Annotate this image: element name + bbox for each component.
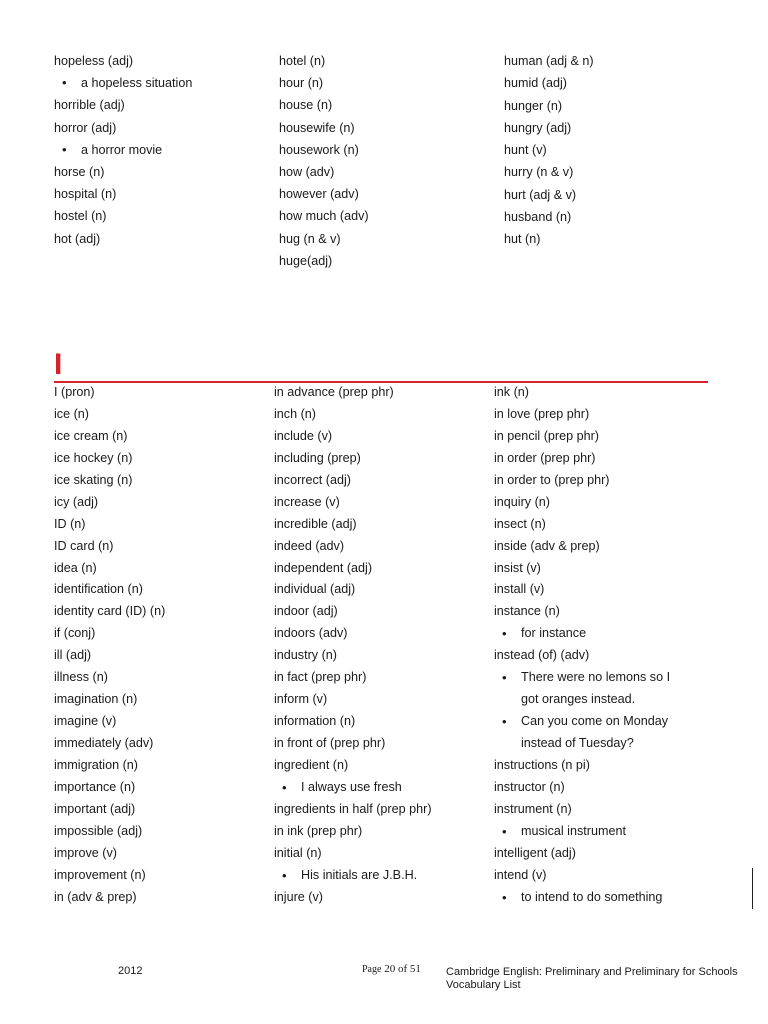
vocab-entry: ice skating (n) bbox=[54, 472, 133, 487]
vocab-entry: impossible (adj) bbox=[54, 823, 143, 838]
vocab-entry: housewife (n) bbox=[279, 120, 355, 135]
vocab-entry: idea (n) bbox=[54, 560, 97, 575]
vocab-entry: hunt (v) bbox=[504, 143, 547, 158]
vocab-entry: indoor (adj) bbox=[274, 604, 338, 619]
vocab-entry: improvement (n) bbox=[54, 867, 146, 882]
vocab-entry: indeed (adv) bbox=[274, 538, 345, 553]
vocab-entry: hungry (adj) bbox=[504, 120, 572, 135]
vocab-entry: immigration (n) bbox=[54, 757, 138, 772]
vocab-entry: instead (of) (adv) bbox=[494, 648, 590, 663]
vocab-entry: inform (v) bbox=[274, 692, 328, 707]
vocab-entry: however (adv) bbox=[279, 187, 359, 202]
vocab-entry: instrument (n) bbox=[494, 801, 572, 816]
vocab-entry: include (v) bbox=[274, 428, 333, 443]
vocab-entry: ID card (n) bbox=[54, 538, 114, 553]
vocab-entry: in pencil (prep phr) bbox=[494, 428, 599, 443]
footer-title-line-2: Vocabulary List bbox=[446, 979, 521, 991]
vocab-entry: ink (n) bbox=[494, 385, 529, 399]
vocab-entry: identity card (ID) (n) bbox=[54, 604, 166, 619]
vocab-entry: hug (n & v) bbox=[279, 231, 341, 246]
vocab-entry: independent (adj) bbox=[274, 560, 373, 575]
vocab-entry: important (adj) bbox=[54, 801, 136, 816]
vocab-entry: how much (adv) bbox=[279, 209, 369, 224]
h-column-2 bbox=[279, 50, 369, 272]
vocab-entry: individual (adj) bbox=[274, 582, 356, 597]
vocab-entry: industry (n) bbox=[274, 648, 337, 663]
vocab-entry: intelligent (adj) bbox=[494, 845, 576, 860]
vocab-entry: imagination (n) bbox=[54, 692, 138, 707]
page-number: 20 of 51 bbox=[384, 963, 421, 975]
h-column-3 bbox=[504, 50, 594, 251]
vocab-entry: humid (adj) bbox=[504, 76, 567, 91]
vocab-entry: horror (adj) bbox=[54, 120, 117, 135]
vocab-entry: insist (v) bbox=[494, 560, 541, 575]
vocab-entry: importance (n) bbox=[54, 779, 136, 794]
page-label: Page bbox=[362, 964, 382, 975]
example-sentence: • His initials are J.B.H. bbox=[274, 865, 432, 887]
example-continuation: instead of Tuesday? bbox=[521, 736, 634, 750]
vocab-entry: house (n) bbox=[279, 98, 333, 113]
vocab-entry: ice hockey (n) bbox=[54, 450, 133, 465]
i-column-3 bbox=[494, 382, 670, 909]
vocab-entry: I (pron) bbox=[54, 385, 95, 399]
vocab-entry: instance (n) bbox=[494, 604, 560, 619]
vocab-entry: if (conj) bbox=[54, 626, 96, 641]
vocab-entry: human (adj & n) bbox=[504, 54, 594, 68]
h-column-1 bbox=[54, 50, 192, 250]
footer-document-title bbox=[446, 966, 756, 992]
vocab-entry: hopeless (adj) bbox=[54, 54, 134, 68]
vocab-entry: hotel (n) bbox=[279, 54, 326, 68]
vocab-entry: hut (n) bbox=[504, 232, 541, 247]
example-sentence: • Can you come on Monday bbox=[494, 711, 670, 733]
vocab-entry: in order (prep phr) bbox=[494, 450, 596, 465]
vocab-entry: inside (adv & prep) bbox=[494, 538, 600, 553]
example-sentence: • a horror movie bbox=[54, 139, 192, 161]
vocab-entry: ice (n) bbox=[54, 406, 89, 421]
vocab-entry: install (v) bbox=[494, 582, 545, 597]
vocab-entry: imagine (v) bbox=[54, 714, 117, 729]
vocab-entry: hot (adj) bbox=[54, 231, 101, 246]
i-column-1 bbox=[54, 382, 165, 909]
vocab-entry: ingredients in half (prep phr) bbox=[274, 801, 432, 816]
vocab-entry: increase (v) bbox=[274, 494, 340, 509]
vocab-entry: in advance (prep phr) bbox=[274, 385, 394, 399]
example-continuation: got oranges instead. bbox=[521, 692, 636, 707]
vocab-entry: instructions (n pi) bbox=[494, 757, 590, 772]
vocab-entry: huge(adj) bbox=[279, 253, 333, 268]
vocab-entry: initial (n) bbox=[274, 845, 322, 860]
vocab-entry: information (n) bbox=[274, 714, 356, 729]
vocab-entry: illness (n) bbox=[54, 670, 108, 685]
vocab-entry: including (prep) bbox=[274, 450, 361, 465]
vocab-entry: improve (v) bbox=[54, 845, 117, 860]
vocab-entry: ill (adj) bbox=[54, 648, 92, 663]
vocab-entry: injure (v) bbox=[274, 889, 323, 904]
vocab-entry: in order to (prep phr) bbox=[494, 472, 610, 487]
vocab-entry: indoors (adv) bbox=[274, 626, 348, 641]
vocab-entry: hurry (n & v) bbox=[504, 165, 574, 180]
vocab-entry: in love (prep phr) bbox=[494, 406, 590, 421]
example-sentence: • for instance bbox=[494, 623, 670, 645]
vocab-entry: horse (n) bbox=[54, 164, 105, 179]
vocab-entry: hurt (adj & v) bbox=[504, 187, 577, 202]
example-sentence: • I always use fresh bbox=[274, 777, 432, 799]
vocab-entry: hostel (n) bbox=[54, 209, 107, 224]
vocab-entry: icy (adj) bbox=[54, 494, 99, 509]
vocab-entry: insect (n) bbox=[494, 516, 546, 531]
vocab-entry: intend (v) bbox=[494, 867, 547, 882]
example-sentence: • There were no lemons so I bbox=[494, 667, 670, 689]
vocab-entry: housework (n) bbox=[279, 142, 359, 157]
vocab-entry: identification (n) bbox=[54, 582, 143, 597]
example-sentence: • musical instrument bbox=[494, 821, 670, 843]
vocab-entry: inch (n) bbox=[274, 406, 316, 421]
footer-year: 2012 bbox=[118, 965, 143, 977]
margin-change-bar bbox=[752, 868, 753, 909]
vocab-entry: inquiry (n) bbox=[494, 494, 550, 509]
vocab-entry: hour (n) bbox=[279, 76, 324, 91]
footer-page-number bbox=[362, 963, 421, 975]
vocab-entry: instructor (n) bbox=[494, 779, 565, 794]
vocab-entry: how (adv) bbox=[279, 164, 335, 179]
vocab-entry: hospital (n) bbox=[54, 187, 117, 202]
footer-title-line-1: Cambridge English: Preliminary and Preliminary for Schools bbox=[446, 966, 738, 978]
vocab-entry: hunger (n) bbox=[504, 98, 563, 113]
vocab-entry: in front of (prep phr) bbox=[274, 736, 386, 750]
vocab-entry: in ink (prep phr) bbox=[274, 823, 363, 838]
vocab-entry: ice cream (n) bbox=[54, 428, 128, 443]
i-column-2 bbox=[274, 382, 432, 909]
vocab-entry: ID (n) bbox=[54, 516, 86, 531]
vocab-entry: incorrect (adj) bbox=[274, 472, 351, 487]
section-letter-heading: I bbox=[54, 348, 63, 381]
example-sentence: • to intend to do something bbox=[494, 887, 670, 909]
vocab-entry: in fact (prep phr) bbox=[274, 670, 367, 685]
vocab-entry: immediately (adv) bbox=[54, 736, 154, 750]
vocab-entry: horrible (adj) bbox=[54, 98, 125, 113]
vocab-entry: incredible (adj) bbox=[274, 516, 357, 531]
vocab-entry: in (adv & prep) bbox=[54, 889, 137, 904]
vocab-entry: ingredient (n) bbox=[274, 757, 349, 772]
example-sentence: • a hopeless situation bbox=[54, 72, 192, 94]
vocab-entry: husband (n) bbox=[504, 210, 572, 225]
